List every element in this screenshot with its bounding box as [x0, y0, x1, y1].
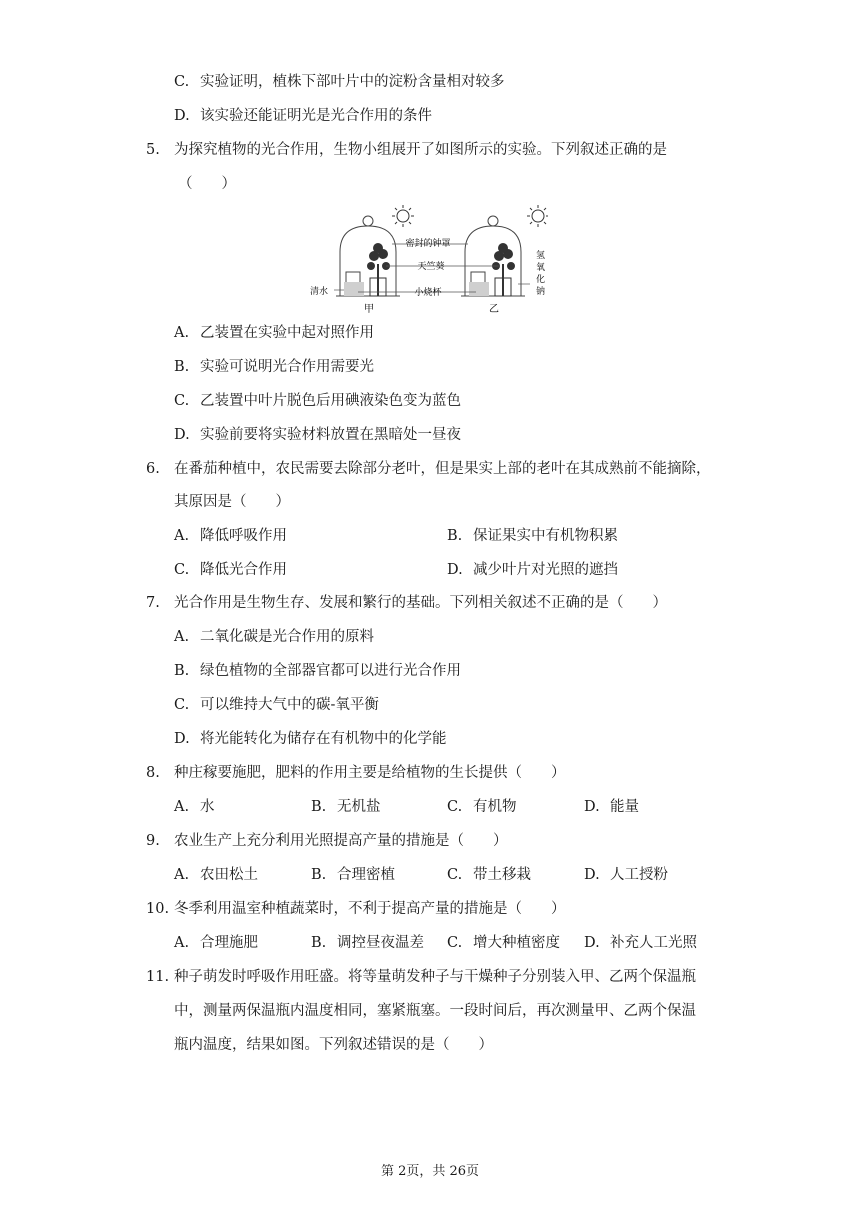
sun-icon-left: [392, 205, 414, 227]
q5-option-c: C. 乙装置中叶片脱色后用碘液染色变为蓝色: [174, 393, 461, 409]
q8-number: 8.: [146, 765, 160, 781]
q11-stem-line-3: 瓶内温度，结果如图。下列叙述错误的是（ ）: [174, 1037, 493, 1053]
q5-stem-line-1: 为探究植物的光合作用，生物小组展开了如图所示的实验。下列叙述正确的是: [174, 142, 667, 158]
q5-option-a: A. 乙装置在实验中起对照作用: [174, 325, 374, 341]
label-geranium: 天竺葵: [417, 262, 445, 272]
q11-stem-line-2: 中，测量两保温瓶内温度相同，塞紧瓶塞。一段时间后，再次测量甲、乙两个保温: [174, 1003, 696, 1019]
q5-number: 5.: [146, 142, 160, 158]
q11-stem-line-1: 种子萌发时呼吸作用旺盛。将等量萌发种子与干燥种子分别装入甲、乙两个保温瓶: [174, 969, 696, 985]
q9-option-a: A. 农田松土: [174, 867, 258, 883]
q7-number: 7.: [146, 595, 160, 611]
label-naoh-1: 氢: [536, 251, 546, 261]
q10-option-d: D. 补充人工光照: [584, 935, 697, 951]
q5-stem-line-2: （ ）: [178, 176, 236, 192]
q5-experiment-figure: [308, 204, 548, 319]
label-beaker: 小烧杯: [414, 288, 442, 298]
q4-option-d: D. 该实验还能证明光是光合作用的条件: [174, 108, 432, 124]
q10-option-b: B. 调控昼夜温差: [311, 935, 424, 951]
q8-option-d: D. 能量: [584, 799, 639, 815]
label-bell-jar: 密封的钟罩: [405, 239, 451, 249]
geranium-jia: [367, 243, 390, 296]
label-water: 清水: [310, 287, 329, 297]
q7-option-a: A. 二氧化碳是光合作用的原料: [174, 629, 374, 645]
q8-option-c: C. 有机物: [447, 799, 517, 815]
q4-option-c: C. 实验证明，植株下部叶片中的淀粉含量相对较多: [174, 74, 505, 90]
label-naoh-3: 化: [536, 275, 546, 285]
q7-option-c: C. 可以维持大气中的碳-氧平衡: [174, 697, 379, 713]
q8-option-b: B. 无机盐: [311, 799, 381, 815]
q6-option-d: D. 减少叶片对光照的遮挡: [447, 562, 618, 578]
q6-stem-line-1: 在番茄种植中，农民需要去除部分老叶，但是果实上部的老叶在其成熟前不能摘除，: [174, 461, 711, 477]
q8-option-a: A. 水: [174, 799, 215, 815]
water-jia: [344, 282, 364, 296]
q11-number: 11.: [146, 969, 170, 985]
q9-number: 9.: [146, 833, 160, 849]
q7-stem-line-1: 光合作用是生物生存、发展和繁行的基础。下列相关叙述不正确的是（ ）: [174, 595, 667, 611]
q6-option-b: B. 保证果实中有机物积累: [447, 528, 618, 544]
label-yi: 乙: [489, 304, 499, 315]
q9-option-c: C. 带土移栽: [447, 867, 531, 883]
geranium-yi: [492, 243, 515, 296]
q7-option-d: D. 将光能转化为储存在有机物中的化学能: [174, 731, 447, 747]
q10-stem-line-1: 冬季利用温室种植蔬菜时，不利于提高产量的措施是（ ）: [174, 901, 566, 917]
q7-option-b: B. 绿色植物的全部器官都可以进行光合作用: [174, 663, 461, 679]
q8-stem-line-1: 种庄稼要施肥，肥料的作用主要是给植物的生长提供（ ）: [174, 765, 566, 781]
q5-option-b: B. 实验可说明光合作用需要光: [174, 359, 374, 375]
q9-stem-line-1: 农业生产上充分利用光照提高产量的措施是（ ）: [174, 833, 508, 849]
q6-option-c: C. 降低光合作用: [174, 562, 287, 578]
naoh-solution-yi: [469, 282, 489, 296]
q6-option-a: A. 降低呼吸作用: [174, 528, 287, 544]
q10-option-c: C. 增大种植密度: [447, 935, 560, 951]
label-jia: 甲: [364, 304, 374, 315]
label-naoh-2: 氧: [536, 263, 546, 273]
sun-icon-right: [527, 205, 548, 227]
q9-option-b: B. 合理密植: [311, 867, 395, 883]
label-naoh-4: 钠: [536, 287, 546, 297]
q10-number: 10.: [146, 901, 170, 917]
q9-option-d: D. 人工授粉: [584, 867, 668, 883]
page-footer: 第 2页，共 26页: [380, 1164, 480, 1179]
q6-number: 6.: [146, 461, 160, 477]
q5-option-d: D. 实验前要将实验材料放置在黑暗处一昼夜: [174, 427, 461, 443]
q6-stem-line-2: 其原因是（ ）: [174, 494, 290, 510]
q10-option-a: A. 合理施肥: [174, 935, 258, 951]
